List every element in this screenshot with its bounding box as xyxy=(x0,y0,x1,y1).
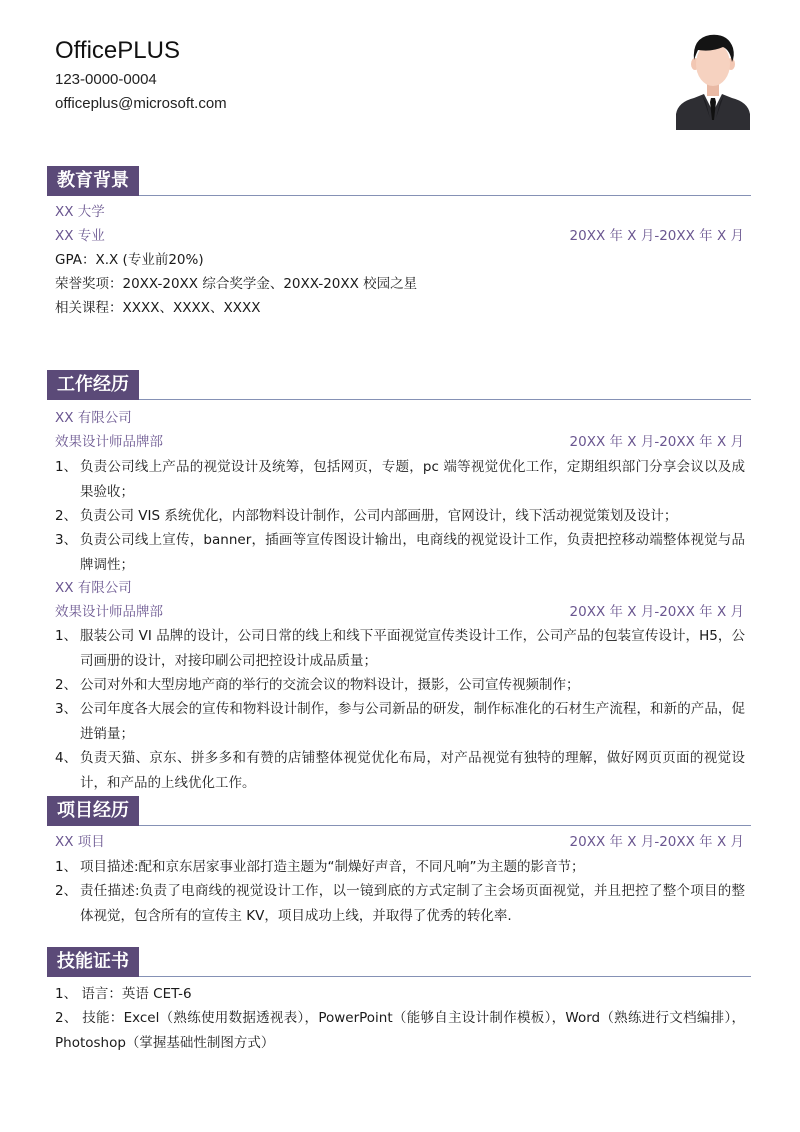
job-1-dept-row xyxy=(55,430,744,454)
job-1-company: XX 有限公司 xyxy=(55,410,132,426)
job-1-item-2: 2、 负责公司 VIS 系统优化，内部物料设计制作，公司内部画册，官网设计，线下活动视觉策划及设计； xyxy=(55,508,678,524)
skill-software: 2、 技能：Excel（熟练使用数据透视表），PowerPoint（能够自主设计制作模板），Word（熟练进行文档编排），Photoshop（掌握基础性制图方式） xyxy=(55,1010,745,1051)
education-section-header xyxy=(47,166,751,196)
job-1-dept: 效果设计师品牌部 xyxy=(55,434,163,450)
job-2-dept: 效果设计师品牌部 xyxy=(55,604,163,620)
skill-language: 1、 语言：英语 CET-6 xyxy=(55,986,192,1002)
job-2-item-3: 3、 公司年度各大展会的宣传和物料设计制作，参与公司新品的研发，制作标准化的石材生产流程，和新的产品，促进销量； xyxy=(55,701,745,742)
businessman-avatar-icon xyxy=(676,28,750,130)
awards-line: 荣誉奖项：20XX-20XX 综合奖学金、20XX-20XX 校园之星 xyxy=(55,276,418,292)
school-name: XX 大学 xyxy=(55,204,105,220)
education-section-title: 教育背景 xyxy=(47,166,139,196)
phone-number: 123-0000-0004 xyxy=(55,71,157,88)
resume-header xyxy=(55,36,227,116)
gpa-line: GPA：X.X (专业前20%) xyxy=(55,252,204,268)
work-section-header xyxy=(47,370,751,400)
job-1-date: 20XX 年 X 月-20XX 年 X 月 xyxy=(569,434,744,450)
project-section-title: 项目经历 xyxy=(47,796,139,826)
skills-section-title: 技能证书 xyxy=(47,947,139,977)
job-1-item-3: 3、 负责公司线上宣传，banner，插画等宣传图设计输出，电商线的视觉设计工作，负责把控移动端整体视觉与品牌调性； xyxy=(55,532,745,573)
work-section-title: 工作经历 xyxy=(47,370,139,400)
project-item-2: 2、 责任描述:负责了电商线的视觉设计工作，以一镜到底的方式定制了主会场页面视觉，并且把控了整个项目的整体视觉，包含所有的宣传主 KV，项目成功上线，并取得了优秀的转化率. xyxy=(55,883,745,924)
job-2-dept-row xyxy=(55,600,744,624)
job-2-item-2: 2、 公司对外和大型房地产商的举行的交流会议的物料设计，摄影，公司宣传视频制作； xyxy=(55,677,580,693)
project-name: XX 项目 xyxy=(55,834,105,850)
job-2-company: XX 有限公司 xyxy=(55,580,132,596)
major-name: XX 专业 xyxy=(55,228,105,244)
email-address: officeplus@microsoft.com xyxy=(55,95,227,112)
candidate-name: OfficePLUS xyxy=(55,37,180,64)
skills-section-header xyxy=(47,947,751,977)
courses-line: 相关课程：XXXX、XXXX、XXXX xyxy=(55,300,261,316)
project-name-row xyxy=(55,830,744,854)
education-date: 20XX 年 X 月-20XX 年 X 月 xyxy=(569,228,744,244)
project-item-1: 1、 项目描述:配和京东居家事业部打造主题为“制燥好声音，不同凡响”为主题的影音节； xyxy=(55,859,585,875)
project-date: 20XX 年 X 月-20XX 年 X 月 xyxy=(569,834,744,850)
job-2-item-4: 4、 负责天猫、京东、拼多多和有赞的店铺整体视觉优化布局，对产品视觉有独特的理解，做好网页页面的视觉设计，和产品的上线优化工作。 xyxy=(55,750,745,791)
job-2-date: 20XX 年 X 月-20XX 年 X 月 xyxy=(569,604,744,620)
project-section-header xyxy=(47,796,751,826)
job-2-item-1: 1、 服装公司 VI 品牌的设计，公司日常的线上和线下平面视觉宣传类设计工作，公司产品的包装宣传设计，H5，公司画册的设计，对接印刷公司把控设计成品质量； xyxy=(55,628,745,669)
education-major-row xyxy=(55,224,744,248)
job-1-item-1: 1、 负责公司线上产品的视觉设计及统筹，包括网页，专题，pc 端等视觉优化工作，定期组织部门分享会议以及成果验收； xyxy=(55,459,745,500)
